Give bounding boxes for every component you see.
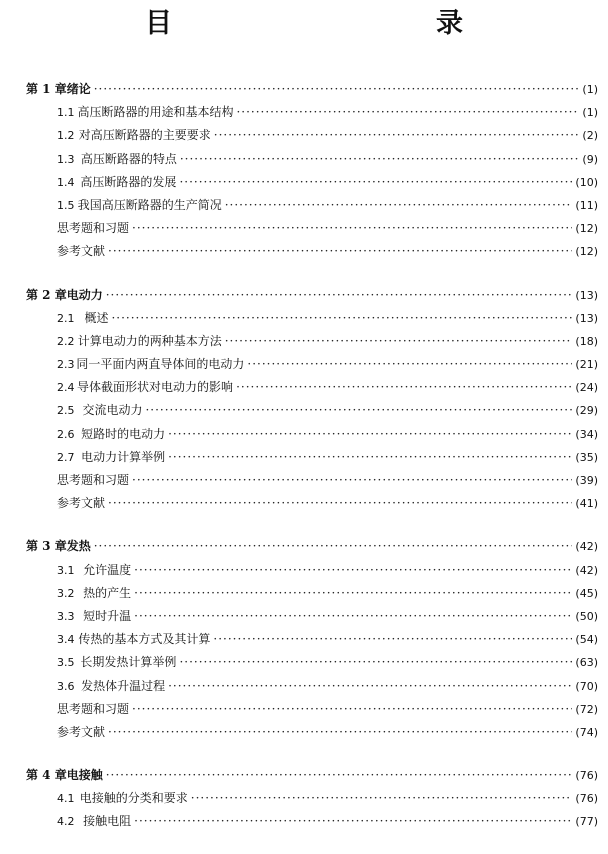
- toc-section-entry[interactable]: [0, 330, 608, 353]
- section-title: 概述: [84, 310, 109, 325]
- section-number: 4.2: [57, 815, 75, 829]
- section-title: 计算电动力的两种基本方法: [77, 333, 222, 348]
- toc-section-entry[interactable]: [0, 582, 608, 605]
- section-title: 热的产生: [83, 585, 132, 600]
- chapter-number: 第 1 章: [26, 82, 67, 96]
- toc-extra-entry[interactable]: [0, 240, 608, 263]
- section-number: 1.3: [57, 152, 75, 166]
- leader-dots: [134, 559, 572, 582]
- extra-title: 思考题和习题: [57, 221, 130, 236]
- leader-dots: [94, 535, 573, 558]
- leader-dots: [106, 764, 573, 787]
- page-number: (42): [575, 563, 598, 577]
- page-number: (77): [575, 815, 598, 829]
- leader-dots: [191, 787, 573, 810]
- section-title: 传热的基本方式及其计算: [78, 632, 211, 647]
- toc-section-entry[interactable]: [0, 423, 608, 446]
- page-number: (21): [575, 358, 598, 372]
- page-number: (13): [575, 311, 598, 325]
- leader-dots: [168, 446, 572, 469]
- leader-dots: [225, 330, 573, 353]
- table-of-contents: [0, 78, 608, 854]
- chapter-number: 第 2 章: [26, 287, 67, 302]
- chapter-title: 发热: [66, 539, 91, 554]
- leader-dots: [132, 217, 572, 240]
- leader-dots: [247, 353, 572, 376]
- chapter-block: [0, 78, 608, 264]
- chapter-block: [0, 535, 608, 744]
- section-title: 发热体升温过程: [81, 678, 166, 693]
- toc-extra-entry[interactable]: [0, 721, 608, 744]
- section-title: 接触电阻: [83, 814, 132, 829]
- page-number: (54): [575, 633, 598, 647]
- section-number: 3.4: [57, 633, 75, 647]
- toc-section-entry[interactable]: [0, 559, 608, 582]
- extra-title: 思考题和习题: [57, 473, 130, 487]
- page-number: (18): [575, 334, 598, 348]
- chapter-heading[interactable]: [0, 764, 608, 787]
- leader-dots: [108, 721, 572, 744]
- page-number: (76): [575, 792, 598, 806]
- section-number: 1.5: [57, 198, 75, 212]
- leader-dots: [111, 307, 572, 330]
- toc-extra-entry[interactable]: [0, 217, 608, 240]
- toc-section-entry[interactable]: [0, 148, 608, 171]
- toc-section-entry[interactable]: [0, 307, 608, 330]
- leader-dots: [94, 78, 580, 101]
- leader-dots: [213, 628, 572, 651]
- leader-dots: [168, 423, 572, 446]
- leader-dots: [108, 240, 572, 263]
- chapter-title: 电动力: [66, 287, 103, 302]
- chapter-number: 第 4 章: [26, 768, 67, 783]
- page-number: (63): [575, 656, 598, 670]
- leader-dots: [236, 376, 572, 399]
- toc-section-entry[interactable]: [0, 810, 608, 833]
- section-number: 3.1: [57, 563, 75, 577]
- section-number: 1.2: [57, 129, 75, 143]
- toc-section-entry[interactable]: [0, 101, 608, 124]
- leader-dots: [106, 284, 573, 307]
- page-number: (12): [575, 222, 598, 236]
- section-title: 高压断路器的特点: [80, 151, 177, 166]
- page-number: (35): [575, 450, 598, 464]
- section-title: 长期发热计算举例: [80, 655, 177, 670]
- chapter-block: [0, 764, 608, 834]
- toc-section-entry[interactable]: [0, 675, 608, 698]
- section-number: 2.1: [57, 311, 75, 325]
- toc-section-entry[interactable]: [0, 446, 608, 469]
- extra-title: 参考文献: [57, 724, 106, 739]
- section-number: 1.1: [57, 106, 75, 120]
- section-title: 对高压断路器的主要要求: [78, 128, 211, 143]
- leader-dots: [180, 148, 580, 171]
- leader-dots: [179, 171, 572, 194]
- section-title: 短路时的电动力: [81, 426, 166, 441]
- section-title: 电动力计算举例: [81, 449, 166, 464]
- section-number: 3.5: [57, 656, 75, 670]
- page-number: (41): [575, 497, 598, 511]
- chapter-title: 电接触: [66, 768, 103, 783]
- page-number: (76): [575, 769, 598, 783]
- section-title: 高压断路器的用途和基本结构: [77, 105, 234, 120]
- leader-dots: [108, 492, 572, 515]
- page-number: (45): [575, 586, 598, 600]
- section-title: 高压断路器的发展: [80, 174, 177, 189]
- page-number: (24): [575, 381, 598, 395]
- leader-dots: [145, 399, 572, 422]
- section-title: 导体截面形状对电动力的影响: [77, 380, 234, 395]
- toc-extra-entry[interactable]: [0, 698, 608, 721]
- section-number: 4.1: [57, 792, 75, 806]
- toc-section-entry[interactable]: [0, 194, 608, 217]
- page-number: (74): [575, 725, 598, 739]
- section-number: 1.4: [57, 175, 75, 189]
- section-title: 短时升温: [83, 608, 132, 623]
- page-number: (1): [582, 83, 598, 96]
- page-number: (39): [575, 474, 598, 487]
- extra-title: 参考文献: [57, 496, 106, 511]
- toc-extra-entry[interactable]: [0, 469, 608, 492]
- page-number: (9): [582, 152, 598, 166]
- section-title: 交流电动力: [82, 403, 143, 418]
- section-number: 2.2: [57, 334, 75, 348]
- page-number: (10): [575, 175, 598, 189]
- page-number: (34): [575, 427, 598, 441]
- chapter-heading[interactable]: [0, 78, 608, 101]
- toc-section-entry[interactable]: [0, 376, 608, 399]
- section-title: 电接触的分类和要求: [79, 791, 188, 806]
- leader-dots: [168, 675, 572, 698]
- toc-section-entry[interactable]: [0, 353, 608, 376]
- page-number: (11): [575, 198, 598, 212]
- section-title: 我国高压断路器的生产简况: [77, 197, 222, 212]
- section-number: 3.2: [57, 586, 75, 600]
- leader-dots: [134, 810, 572, 833]
- page-number: (70): [575, 679, 598, 693]
- page-number: (2): [582, 129, 598, 143]
- section-number: 3.6: [57, 679, 75, 693]
- chapter-number: 第 3 章: [26, 539, 67, 554]
- section-number: 2.7: [57, 450, 75, 464]
- toc-section-entry[interactable]: [0, 171, 608, 194]
- leader-dots: [225, 194, 573, 217]
- toc-section-entry[interactable]: [0, 651, 608, 674]
- section-number: 2.3: [57, 358, 75, 372]
- page-number: (1): [582, 106, 598, 120]
- leader-dots: [134, 605, 572, 628]
- section-number: 3.3: [57, 609, 75, 623]
- leader-dots: [179, 651, 572, 674]
- page-number: (13): [575, 288, 598, 302]
- toc-section-entry[interactable]: [0, 124, 608, 147]
- chapter-heading[interactable]: [0, 535, 608, 558]
- page-number: (29): [575, 404, 598, 418]
- leader-dots: [214, 124, 580, 147]
- section-number: 2.6: [57, 427, 75, 441]
- leader-dots: [236, 101, 579, 124]
- page-title: 目 录: [145, 8, 533, 39]
- leader-dots: [132, 469, 572, 492]
- chapter-block: [0, 284, 608, 516]
- toc-section-entry[interactable]: [0, 787, 608, 810]
- chapter-title: 绪论: [66, 82, 91, 96]
- section-number: 2.5: [57, 404, 75, 418]
- chapter-heading[interactable]: [0, 284, 608, 307]
- toc-extra-entry[interactable]: [0, 492, 608, 515]
- page-number: (12): [575, 245, 598, 259]
- toc-section-entry[interactable]: [0, 605, 608, 628]
- page-number: (72): [575, 702, 598, 716]
- toc-section-entry[interactable]: [0, 399, 608, 422]
- extra-title: 参考文献: [57, 244, 106, 259]
- section-title: 允许温度: [83, 562, 132, 577]
- section-title: 同一平面内两直导体间的电动力: [76, 357, 245, 372]
- leader-dots: [132, 698, 572, 721]
- extra-title: 思考题和习题: [57, 701, 130, 716]
- leader-dots: [134, 582, 572, 605]
- section-number: 2.4: [57, 381, 75, 395]
- page-number: (50): [575, 609, 598, 623]
- toc-section-entry[interactable]: [0, 628, 608, 651]
- page-number: (42): [575, 540, 598, 554]
